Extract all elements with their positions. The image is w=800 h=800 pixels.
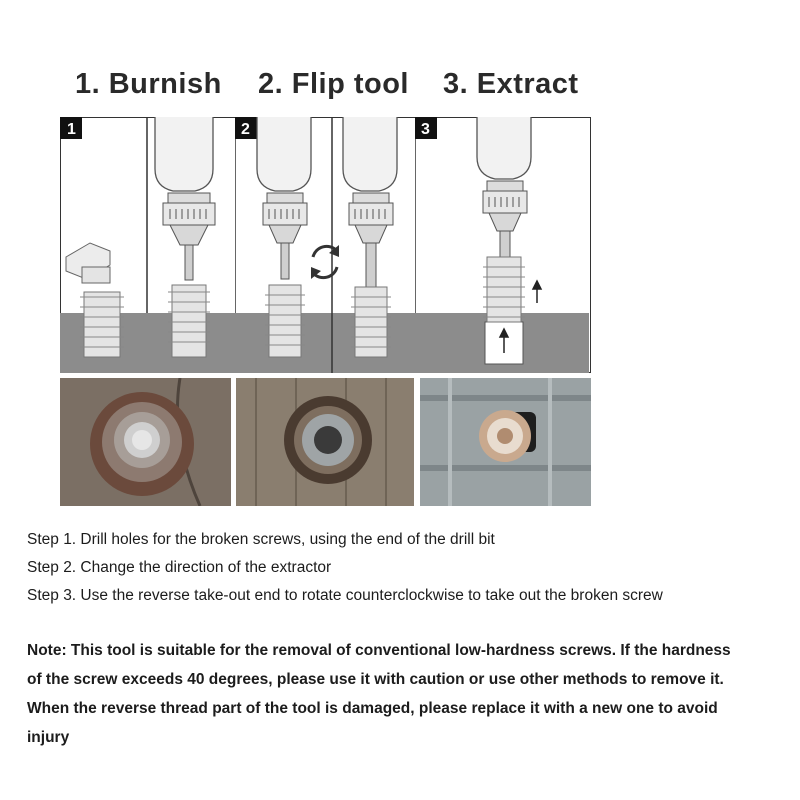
note-paragraph xyxy=(27,636,797,752)
heading-burnish: 1. Burnish xyxy=(75,68,222,100)
photo-burnished-screw xyxy=(60,378,231,506)
steps-list xyxy=(27,526,663,610)
step-1-text: Step 1. Drill holes for the broken screws, using the end of the drill bit xyxy=(27,531,495,548)
heading-flip-tool: 2. Flip tool xyxy=(258,68,409,100)
diagram-panel-1 xyxy=(60,117,235,373)
drill-extract-icon xyxy=(477,117,531,267)
note-line-4: injury xyxy=(27,729,70,746)
diagram-panel-2 xyxy=(235,117,415,373)
drill-left-icon xyxy=(257,117,311,279)
panel-number-2: 2 xyxy=(241,121,250,138)
panel-number-3: 3 xyxy=(421,121,430,138)
note-line-3: When the reverse thread part of the tool is damaged, please replace it with a new one to avoid xyxy=(27,700,718,717)
broken-screw-head-icon xyxy=(66,243,110,283)
photo-drilled-screw xyxy=(236,378,414,506)
flip-rotate-icon xyxy=(311,245,339,279)
diagram-panel-3 xyxy=(415,117,591,373)
panel-number-1: 1 xyxy=(67,121,76,138)
drill-icon xyxy=(155,117,215,280)
note-line-1: Note: This tool is suitable for the removal of conventional low-hardness screws. If the hardness xyxy=(27,642,731,659)
step-3-text: Step 3. Use the reverse take-out end to rotate counterclockwise to take out the broken screw xyxy=(27,587,663,604)
note-line-2: of the screw exceeds 40 degrees, please use it with caution or use other methods to remove it. xyxy=(27,671,724,688)
photo-extracted-screw xyxy=(420,378,591,506)
step-2-text: Step 2. Change the direction of the extractor xyxy=(27,559,332,576)
heading-extract: 3. Extract xyxy=(443,68,579,100)
drill-right-icon xyxy=(343,117,397,287)
